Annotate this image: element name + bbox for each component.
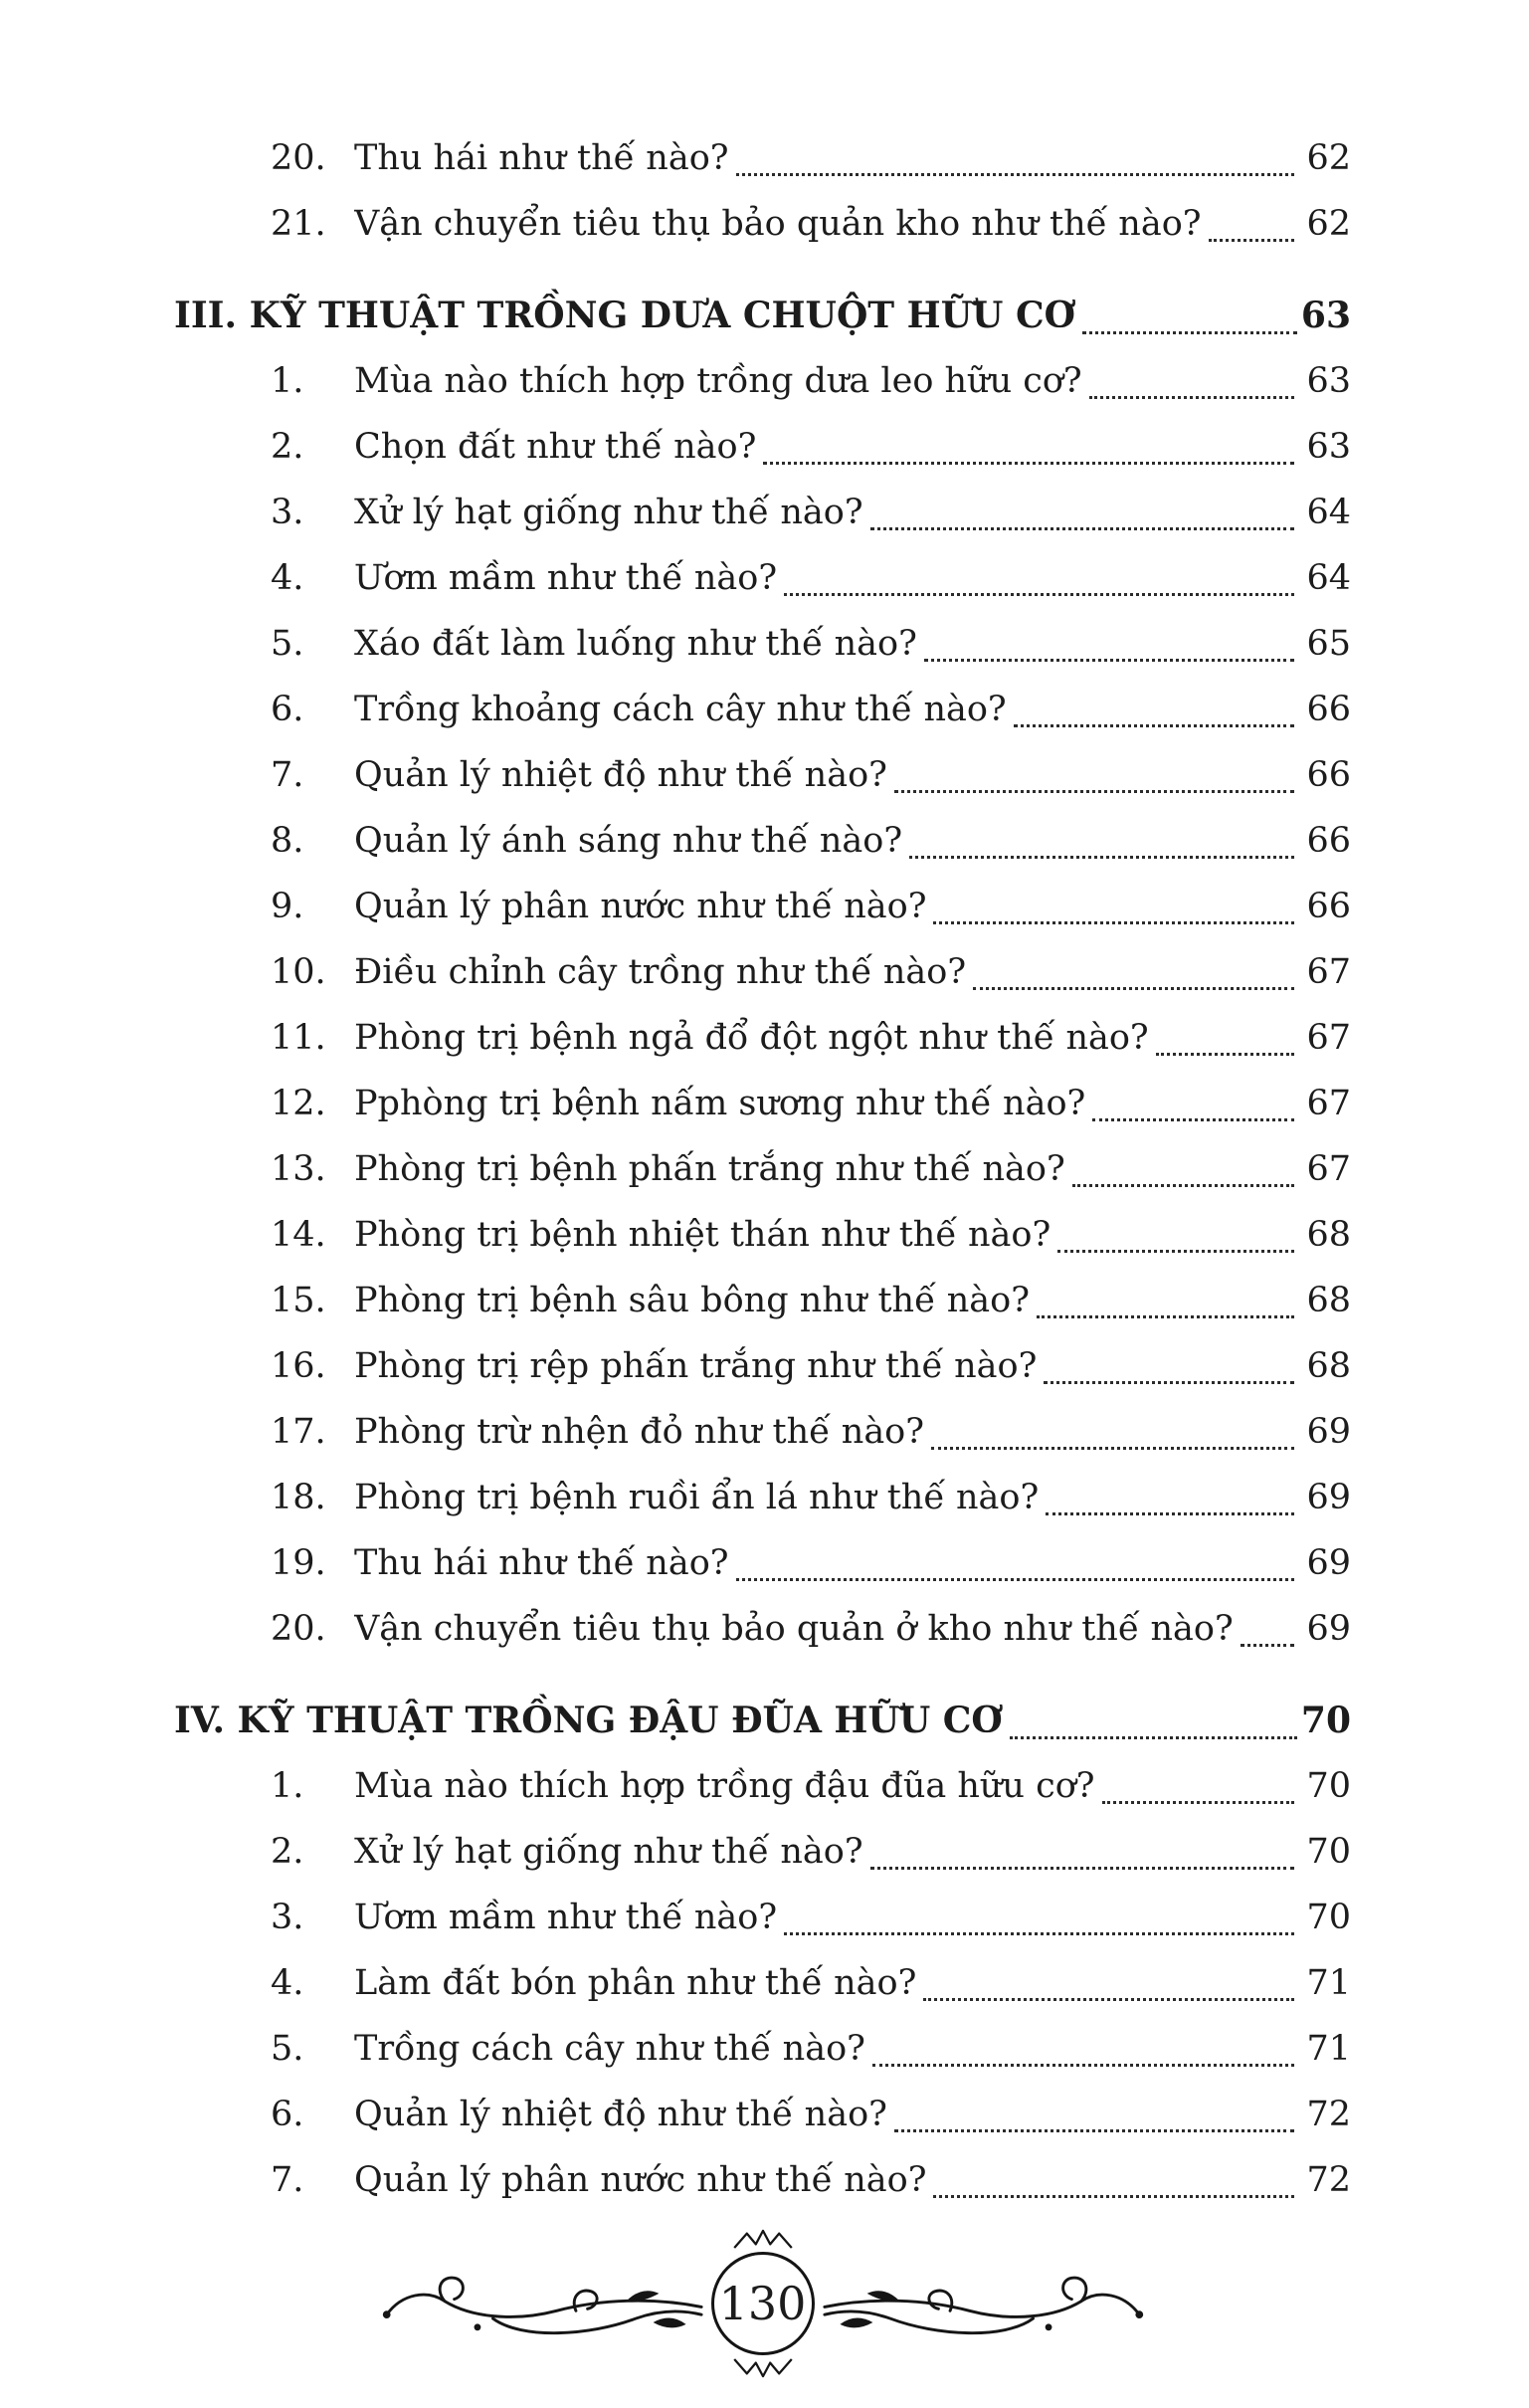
entry-page-number: 62 xyxy=(1306,138,1351,178)
entry-number: 5. xyxy=(271,624,304,664)
page-number-badge xyxy=(711,2229,815,2378)
dotted-leader xyxy=(1072,1184,1294,1187)
entry-title: Phòng trị rệp phấn trắng như thế nào? xyxy=(354,1346,1038,1386)
entry-title: Thu hái như thế nào? xyxy=(354,138,729,178)
toc-entry xyxy=(271,1530,1351,1596)
entry-title: Chọn đất như thế nào? xyxy=(354,427,757,467)
toc-entry xyxy=(271,348,1351,414)
dotted-leader xyxy=(784,1932,1294,1935)
entry-page-number: 67 xyxy=(1306,1149,1351,1189)
entry-page-number: 70 xyxy=(1306,1766,1351,1806)
flourish-right-icon xyxy=(821,2251,1149,2357)
dotted-leader xyxy=(736,1578,1294,1581)
entry-page-number: 64 xyxy=(1306,558,1351,598)
dotted-leader xyxy=(870,1867,1294,1870)
entry-page-number: 66 xyxy=(1306,755,1351,795)
toc-entry xyxy=(271,808,1351,874)
entry-number: 3. xyxy=(271,493,304,532)
entry-page-number: 70 xyxy=(1306,1898,1351,1937)
dotted-leader xyxy=(1044,1381,1294,1384)
dotted-leader xyxy=(1014,724,1294,727)
entry-number: 20. xyxy=(271,138,326,178)
table-of-contents xyxy=(174,125,1351,2213)
entry-page-number: 67 xyxy=(1306,1084,1351,1123)
entry-title: Phòng trị bệnh phấn trắng như thế nào? xyxy=(354,1149,1065,1189)
entry-number: 7. xyxy=(271,2160,304,2200)
entry-number: 10. xyxy=(271,952,326,992)
toc-entry xyxy=(271,1071,1351,1136)
toc-entry xyxy=(271,1596,1351,1662)
dotted-leader xyxy=(923,1998,1294,2001)
toc-entry xyxy=(271,2082,1351,2147)
entry-page-number: 67 xyxy=(1306,952,1351,992)
section-page-number: 70 xyxy=(1300,1700,1351,1741)
entry-number: 9. xyxy=(271,887,304,926)
entry-page-number: 68 xyxy=(1306,1281,1351,1320)
entry-title: Xáo đất làm luống như thế nào? xyxy=(354,624,917,664)
entry-number: 16. xyxy=(271,1346,326,1386)
entry-title: Trồng khoảng cách cây như thế nào? xyxy=(354,690,1007,729)
entry-number: 6. xyxy=(271,2095,304,2134)
page-number-circle xyxy=(711,2252,815,2355)
dotted-leader xyxy=(1057,1250,1294,1253)
toc-entry xyxy=(271,1005,1351,1071)
toc-entry xyxy=(271,611,1351,677)
toc-entry xyxy=(271,1819,1351,1885)
entry-title: Mùa nào thích hợp trồng dưa leo hữu cơ? xyxy=(354,361,1082,401)
section-title: IV. KỸ THUẬT TRỒNG ĐẬU ĐŨA HỮU CƠ xyxy=(174,1700,1003,1741)
entry-title: Làm đất bón phân như thế nào? xyxy=(354,1963,917,2003)
entry-title: Pphòng trị bệnh nấm sương như thế nào? xyxy=(354,1084,1086,1123)
entry-number: 6. xyxy=(271,690,304,729)
entry-number: 21. xyxy=(271,204,326,244)
toc-entry xyxy=(271,545,1351,611)
entry-page-number: 69 xyxy=(1306,1478,1351,1517)
toc-entry xyxy=(271,2147,1351,2213)
toc-entry xyxy=(271,1465,1351,1530)
dotted-leader xyxy=(909,856,1294,859)
toc-entry xyxy=(271,742,1351,808)
entry-title: Quản lý phân nước như thế nào? xyxy=(354,887,927,926)
toc-entry xyxy=(271,2016,1351,2082)
dotted-leader xyxy=(924,659,1294,662)
entry-number: 3. xyxy=(271,1898,304,1937)
flourish-left-icon xyxy=(377,2251,705,2357)
section-title: III. KỸ THUẬT TRỒNG DƯA CHUỘT HỮU CƠ xyxy=(174,295,1075,336)
entry-number: 17. xyxy=(271,1412,326,1452)
toc-entry xyxy=(271,480,1351,545)
crown-accent-icon xyxy=(727,2358,799,2378)
entry-title: Phòng trị bệnh nhiệt thán như thế nào? xyxy=(354,1215,1051,1255)
entry-number: 13. xyxy=(271,1149,326,1189)
entry-number: 7. xyxy=(271,755,304,795)
page-number: 130 xyxy=(718,2277,807,2330)
entry-title: Phòng trừ nhện đỏ như thế nào? xyxy=(354,1412,925,1452)
entry-page-number: 63 xyxy=(1306,427,1351,467)
dotted-leader xyxy=(1046,1512,1294,1515)
entry-page-number: 66 xyxy=(1306,887,1351,926)
dotted-leader xyxy=(870,527,1294,530)
dotted-leader xyxy=(872,2064,1294,2067)
entry-title: Phòng trị bệnh ruồi ẩn lá như thế nào? xyxy=(354,1478,1040,1517)
toc-entry xyxy=(271,191,1351,257)
entry-page-number: 64 xyxy=(1306,493,1351,532)
entry-number: 1. xyxy=(271,361,304,401)
entry-title: Điều chỉnh cây trồng như thế nào? xyxy=(354,952,967,992)
toc-entry xyxy=(271,1333,1351,1399)
dotted-leader xyxy=(1156,1053,1294,1056)
entry-page-number: 63 xyxy=(1306,361,1351,401)
toc-entry xyxy=(271,125,1351,191)
toc-entry xyxy=(271,1753,1351,1819)
dotted-leader xyxy=(931,1447,1294,1450)
toc-section-header xyxy=(174,1688,1351,1753)
entry-title: Vận chuyển tiêu thụ bảo quản kho như thế nào? xyxy=(354,204,1202,244)
entry-page-number: 72 xyxy=(1306,2095,1351,2134)
dotted-leader xyxy=(894,2129,1294,2132)
entry-title: Quản lý nhiệt độ như thế nào? xyxy=(354,755,887,795)
dotted-leader xyxy=(784,593,1294,596)
entry-number: 2. xyxy=(271,427,304,467)
page-footer xyxy=(174,2229,1351,2378)
toc-entry xyxy=(271,1399,1351,1465)
entry-number: 4. xyxy=(271,1963,304,2003)
entry-title: Ươm mầm như thế nào? xyxy=(354,1898,778,1937)
entry-title: Thu hái như thế nào? xyxy=(354,1543,729,1583)
toc-entry xyxy=(271,874,1351,939)
entry-page-number: 66 xyxy=(1306,821,1351,861)
entry-page-number: 71 xyxy=(1306,1963,1351,2003)
dotted-leader xyxy=(894,790,1294,793)
entry-page-number: 71 xyxy=(1306,2029,1351,2069)
toc-entry xyxy=(271,1268,1351,1333)
toc-entry xyxy=(271,1136,1351,1202)
entry-page-number: 72 xyxy=(1306,2160,1351,2200)
toc-entry xyxy=(271,939,1351,1005)
entry-page-number: 66 xyxy=(1306,690,1351,729)
toc-entry xyxy=(271,1202,1351,1268)
entry-page-number: 69 xyxy=(1306,1609,1351,1649)
entry-title: Quản lý phân nước như thế nào? xyxy=(354,2160,927,2200)
entry-number: 5. xyxy=(271,2029,304,2069)
entry-page-number: 69 xyxy=(1306,1543,1351,1583)
entry-page-number: 70 xyxy=(1306,1832,1351,1872)
section-page-number: 63 xyxy=(1300,295,1351,336)
dotted-leader xyxy=(1010,1736,1297,1739)
entry-number: 18. xyxy=(271,1478,326,1517)
dotted-leader xyxy=(1037,1315,1294,1318)
dotted-leader xyxy=(933,2195,1294,2198)
toc-section-header xyxy=(174,283,1351,348)
toc-entry xyxy=(271,414,1351,480)
entry-number: 1. xyxy=(271,1766,304,1806)
dotted-leader xyxy=(1241,1644,1294,1647)
entry-page-number: 68 xyxy=(1306,1346,1351,1386)
toc-entry xyxy=(271,1950,1351,2016)
entry-page-number: 62 xyxy=(1306,204,1351,244)
dotted-leader xyxy=(1209,239,1294,242)
entry-page-number: 69 xyxy=(1306,1412,1351,1452)
entry-number: 20. xyxy=(271,1609,326,1649)
entry-title: Quản lý ánh sáng như thế nào? xyxy=(354,821,903,861)
entry-number: 8. xyxy=(271,821,304,861)
entry-title: Quản lý nhiệt độ như thế nào? xyxy=(354,2095,887,2134)
dotted-leader xyxy=(1092,1118,1294,1121)
footer-ornament xyxy=(377,2229,1149,2378)
dotted-leader xyxy=(736,173,1294,176)
entry-number: 19. xyxy=(271,1543,326,1583)
dotted-leader xyxy=(933,921,1294,924)
entry-number: 15. xyxy=(271,1281,326,1320)
entry-title: Xử lý hạt giống như thế nào? xyxy=(354,1832,863,1872)
entry-title: Trồng cách cây như thế nào? xyxy=(354,2029,865,2069)
dotted-leader xyxy=(1082,331,1297,334)
entry-number: 14. xyxy=(271,1215,326,1255)
crown-accent-icon xyxy=(727,2229,799,2249)
dotted-leader xyxy=(763,462,1294,465)
dotted-leader xyxy=(973,987,1294,990)
entry-page-number: 67 xyxy=(1306,1018,1351,1058)
entry-page-number: 68 xyxy=(1306,1215,1351,1255)
toc-entry xyxy=(271,1885,1351,1950)
dotted-leader xyxy=(1102,1801,1294,1804)
entry-title: Phòng trị bệnh ngả đổ đột ngột như thế nào? xyxy=(354,1018,1149,1058)
dotted-leader xyxy=(1089,396,1294,399)
entry-number: 4. xyxy=(271,558,304,598)
entry-title: Xử lý hạt giống như thế nào? xyxy=(354,493,863,532)
entry-title: Phòng trị bệnh sâu bông như thế nào? xyxy=(354,1281,1030,1320)
entry-title: Mùa nào thích hợp trồng đậu đũa hữu cơ? xyxy=(354,1766,1095,1806)
toc-entry xyxy=(271,677,1351,742)
entry-number: 11. xyxy=(271,1018,326,1058)
entry-number: 2. xyxy=(271,1832,304,1872)
entry-title: Ươm mầm như thế nào? xyxy=(354,558,778,598)
entry-number: 12. xyxy=(271,1084,326,1123)
entry-title: Vận chuyển tiêu thụ bảo quản ở kho như thế nào? xyxy=(354,1609,1234,1649)
entry-page-number: 65 xyxy=(1306,624,1351,664)
